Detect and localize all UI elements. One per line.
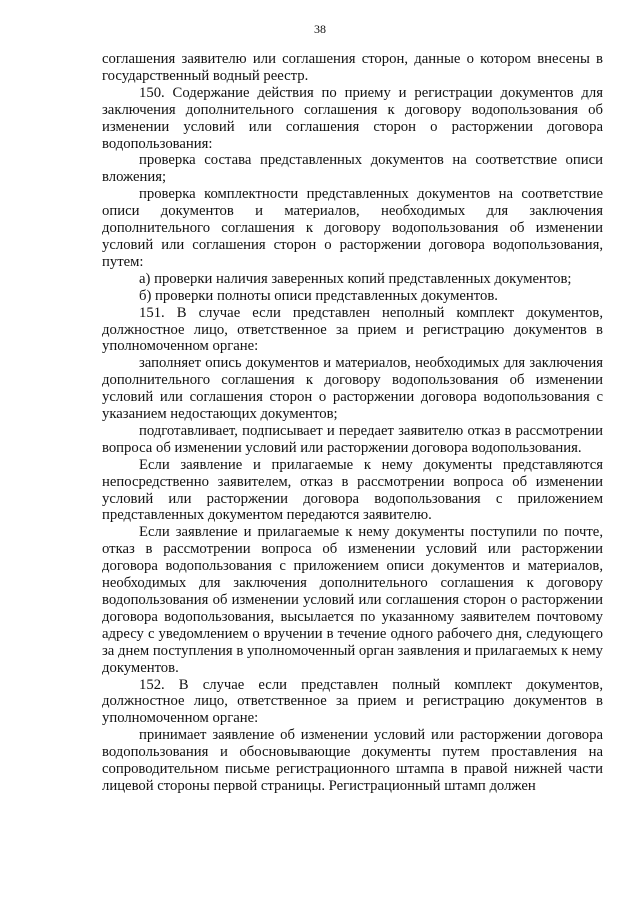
paragraph-clause-151: 151. В случае если представлен неполный комплект документов, должностное лицо, ответственное за прием и регистрацию документов в уполномоченном органе: xyxy=(102,304,603,355)
paragraph-accepts-application: принимает заявление об изменении условий или расторжении договора водопользования и обосновывающие документы путем проставления на сопроводительном письме регистрационного штампа в правой нижней части лицевой стороны первой страницы. Регистрационный штамп должен xyxy=(102,727,603,794)
document-body xyxy=(102,51,603,795)
paragraph-item-a: а) проверки наличия заверенных копий представленных документов; xyxy=(139,270,572,287)
paragraph-item-b: б) проверки полноты описи представленных документов. xyxy=(139,287,498,304)
page-number: 38 xyxy=(314,22,326,36)
paragraph-postal-submission: Если заявление и прилагаемые к нему документы поступили по почте, отказ в рассмотрении вопроса об изменении условий или расторжении договора водопользования с приложением описи документов и материалов, необходимых для заключения дополнительного соглашения к договору водопользования об изменении условий или соглашения сторон о расторжении договора водопользования, высылается по указанному заявителем почтовому адресу с уведомлением о вручении в течение одного рабочего дня, следующего за днем поступления в уполномоченный орган заявления и прилагаемых к нему документов. xyxy=(102,524,603,676)
paragraph-prepares-refusal: подготавливает, подписывает и передает заявителю отказ в рассмотрении вопроса об изменении условий или расторжении договора водопользования. xyxy=(102,422,603,456)
paragraph-check-composition: проверка состава представленных документов на соответствие описи вложения; xyxy=(102,152,603,186)
paragraph-clause-150: 150. Содержание действия по приему и регистрации документов для заключения дополнительного соглашения к договору водопользования об изменении условий или соглашения сторон о расторжении договора водопользования: xyxy=(102,84,603,152)
paragraph-direct-submission: Если заявление и прилагаемые к нему документы представляются непосредственно заявителем, отказ в рассмотрении вопроса об изменении условий или расторжении договора водопользования с приложением представленных документом передаются заявителю. xyxy=(102,456,603,524)
paragraph-continuation: соглашения заявителю или соглашения сторон, данные о котором внесены в государственный водный реестр. xyxy=(102,51,603,84)
paragraph-fills-inventory: заполняет опись документов и материалов, необходимых для заключения дополнительного соглашения к договору водопользования об изменении условий или соглашения сторон о расторжении договора водопользования с указанием недостающих документов; xyxy=(102,355,603,423)
paragraph-clause-152: 152. В случае если представлен полный комплект документов, должностное лицо, ответственное за прием и регистрацию документов в уполномоченном органе: xyxy=(102,676,603,727)
paragraph-check-completeness: проверка комплектности представленных документов на соответствие описи документов и материалов, необходимых для заключения дополнительного соглашения к договору водопользования об изменении условий или соглашения сторон о расторжении договора водопользования, путем: xyxy=(102,186,603,270)
